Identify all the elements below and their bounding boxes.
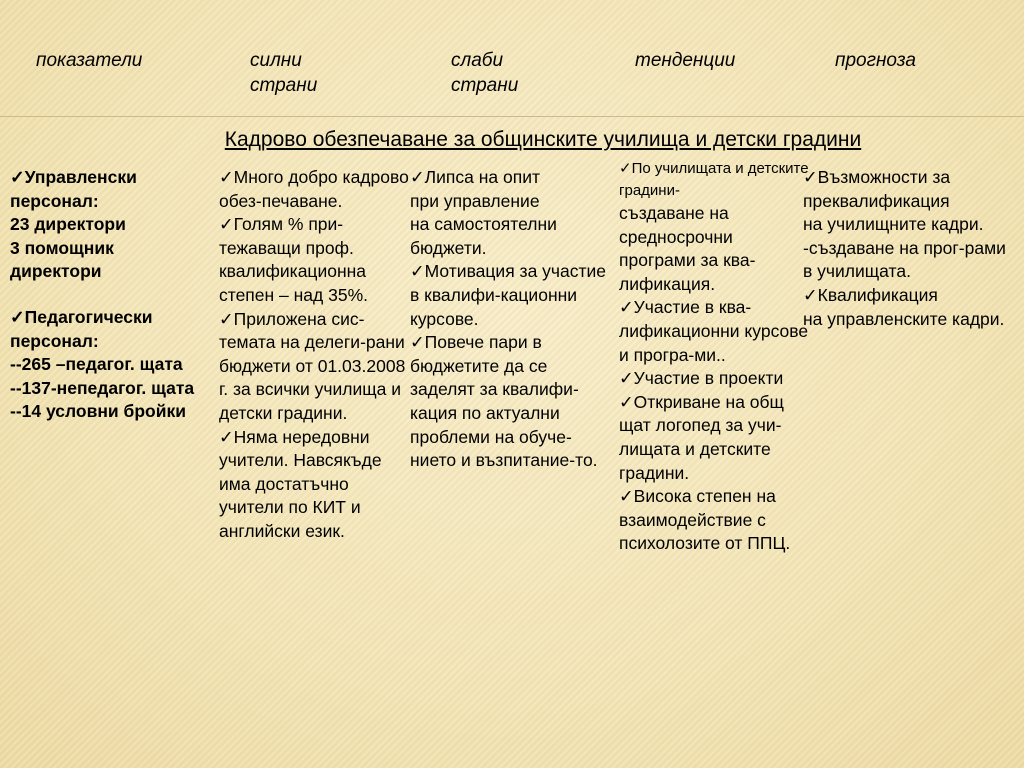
header-trends: тенденции: [635, 50, 736, 71]
weaknesses-column: [410, 166, 610, 473]
weakness-item: ✓Мотивация за участие в квалифи-кационни курсове.: [410, 261, 607, 329]
header-weaknesses: слаби страни: [451, 50, 519, 96]
trend-item-intro: ✓По училищата и детските градини-: [619, 160, 809, 199]
trends-column: [619, 158, 809, 556]
weakness-item: ✓Повече пари в бюджетите да се заделят за квалифи-кация по актуални проблеми на обуче-нието и възпитание-то.: [410, 332, 598, 471]
strength-item: ✓Приложена сис-темата на делеги-рани бюджети от 01.03.2008 г. за всички училища и детски градини.: [219, 308, 406, 423]
forecast-column: [803, 166, 1018, 331]
trend-item: създаване на средносрочни програми за ква-лификация.: [619, 203, 756, 294]
strength-item: ✓Голям % при-тежаващи проф. квалификационна степен – над 35%.: [219, 214, 368, 305]
header-strengths: силни страни: [250, 50, 318, 96]
strength-item: ✓Няма нередовни учители. Навсякъде има достатъчно учители по КИТ и английски език.: [219, 426, 382, 541]
header-forecast: прогноза: [835, 50, 916, 71]
strength-item: ✓Много добро кадрово обез-печаване.: [219, 167, 409, 211]
weakness-item: ✓Липса на опит при управление на самостоятелни бюджети.: [410, 167, 557, 258]
section-title: Кадрово обезпечаване за общинските училища и детски градини: [224, 128, 862, 151]
forecast-item: ✓Квалификация на управленските кадри.: [803, 284, 1005, 329]
forecast-item: ✓Възможности за преквалификация на училищните кадри. -създаване на прог-рами в училищата.: [803, 167, 1006, 282]
indicator-item: ✓Педагогически персонал: --265 –педагог. щата --137-непедагог. щата --14 условни бройки: [10, 306, 195, 422]
trend-item: ✓Участие в проекти: [619, 368, 784, 389]
indicator-item: ✓Управленски персонал: 23 директори 3 помощник директори: [10, 167, 137, 282]
strengths-column: [219, 166, 409, 544]
indicators-column: [10, 166, 210, 446]
trend-item: ✓Висока степен на взаимодействие с психолозите от ППЦ.: [619, 486, 791, 554]
trend-item: ✓Откриване на общ щат логопед за учи-лищата и детските градини.: [619, 391, 784, 483]
header-indicators: показатели: [36, 50, 143, 71]
trend-item: ✓Участие в ква-лификационни курсове и програ-ми..: [619, 297, 809, 365]
header-row: [0, 0, 1024, 117]
